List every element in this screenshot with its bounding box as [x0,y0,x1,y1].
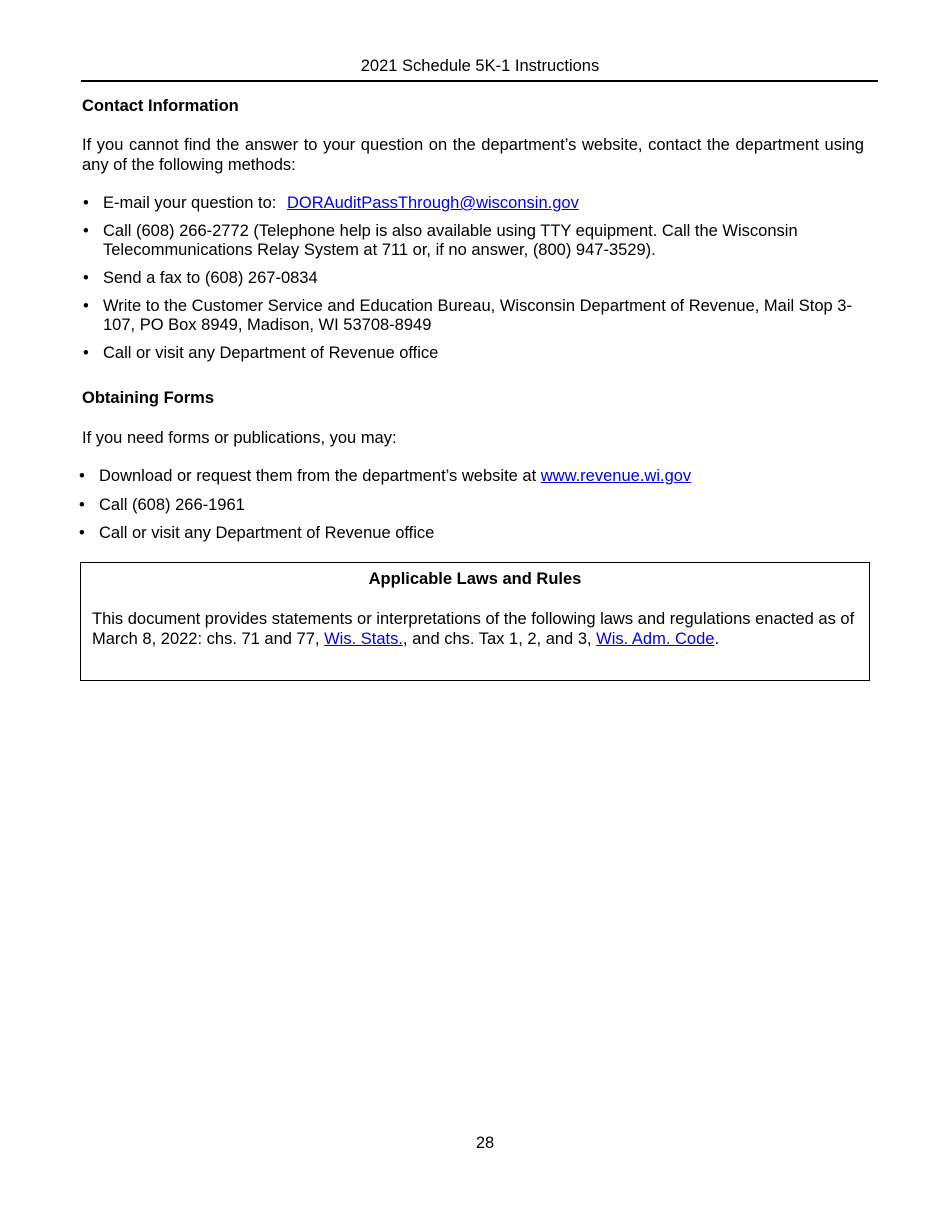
applicable-laws-text [92,609,862,649]
applicable-laws-title: Applicable Laws and Rules [368,570,582,588]
list-item [79,467,859,486]
bullet-icon: • [83,344,89,362]
phone-text: Call (608) 266-2772 (Telephone help is also available using TTY equipment. Call the Wisconsin Telecommunications Relay System at 711 or, if no answer, (800) 947-3529). [103,222,798,259]
email-link[interactable]: DORAuditPassThrough@wisconsin.gov [286,194,579,212]
bullet-icon: • [83,222,89,240]
forms-phone-text: Call (608) 266-1961 [99,495,245,514]
laws-text-part1: This document provides statements or interpretations of the following laws and regulations enacted as of March 8, 2022: chs. 71 and 77, [92,610,855,648]
wis-stats-link[interactable]: Wis. Stats. [324,630,403,648]
bullet-icon: • [83,194,89,212]
revenue-website-link[interactable]: www.revenue.wi.gov [540,467,692,485]
bullet-icon: • [83,269,89,287]
wis-adm-code-link[interactable]: Wis. Adm. Code [596,630,715,648]
forms-visit-office-text: Call or visit any Department of Revenue office [99,524,435,542]
list-item [83,297,879,335]
list-item [79,524,859,543]
bullet-icon: • [79,495,85,514]
bullet-icon: • [79,467,85,485]
fax-text: Send a fax to (608) 267-0834 [103,269,318,287]
forms-intro-paragraph: If you need forms or publications, you may: [82,429,397,447]
forms-methods-list [79,467,859,553]
list-item [83,194,879,213]
header-divider [81,80,878,82]
list-item [83,222,879,260]
email-label: E-mail your question to: [103,194,277,212]
bullet-icon: • [79,524,85,542]
list-item [83,344,879,363]
page-number: 28 [475,1134,495,1152]
download-text: Download or request them from the department’s website at [99,467,537,485]
laws-text-part3: . [714,630,720,648]
page-header-title: 2021 Schedule 5K-1 Instructions [360,57,600,75]
applicable-laws-box [80,562,870,681]
laws-text-part2: , and chs. Tax 1, 2, and 3, [402,630,592,648]
list-item [79,495,859,515]
obtaining-forms-heading: Obtaining Forms [82,389,214,407]
bullet-icon: • [83,297,89,315]
visit-office-text: Call or visit any Department of Revenue office [103,344,439,362]
mail-address-text: Write to the Customer Service and Education Bureau, Wisconsin Department of Revenue, Mail Stop 3-107, PO Box 8949, Madison, WI 53708-8949 [103,297,852,334]
contact-information-heading: Contact Information [82,97,239,115]
contact-methods-list [83,194,879,372]
contact-intro-paragraph: If you cannot find the answer to your question on the department’s website, contact the department using any of the following methods: [82,136,864,174]
list-item [83,269,879,288]
